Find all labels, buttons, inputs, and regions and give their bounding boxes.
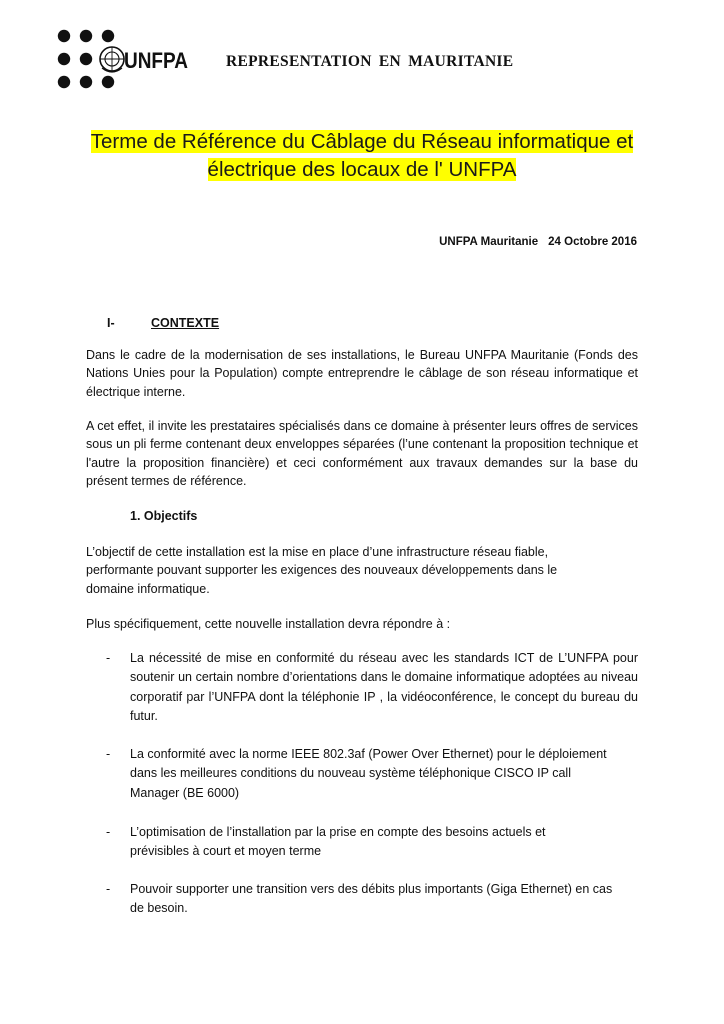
bullet-dash: - bbox=[106, 747, 111, 761]
logo-text: UNFPA bbox=[124, 48, 189, 73]
list-item bbox=[86, 649, 638, 727]
un-emblem-icon bbox=[100, 47, 124, 72]
bullet-text: L’optimisation de l’installation par la prise en compte des besoins actuels et prévisibles à court et moyen terme bbox=[130, 825, 546, 859]
document-title bbox=[40, 128, 684, 184]
list-item bbox=[86, 823, 606, 862]
paragraph-context-2: A cet effet, il invite les prestataires spécialisés dans ce domaine à présenter leurs offres de services sous un pli ferme contenant deux enveloppes séparées (l’une contenant la proposition technique et l'autre la proposition financière) et ceci conformément aux travaux demandes sur la base du présent termes de référence. bbox=[86, 419, 638, 488]
section-number: I- bbox=[107, 316, 115, 330]
paragraph-specifics: Plus spécifiquement, cette nouvelle installation devra répondre à : bbox=[86, 617, 451, 631]
bullet-dash: - bbox=[106, 882, 111, 896]
bullet-text: La conformité avec la norme IEEE 802.3af (Power Over Ethernet) pour le déploiement dans les meilleures conditions du nouveau système téléphonique CISCO IP call Manager (BE 6000) bbox=[130, 747, 607, 800]
bullet-dash: - bbox=[106, 825, 111, 839]
representation-heading: REPRESENTATION EN MAURITANIE bbox=[226, 53, 514, 70]
bullet-dash: - bbox=[106, 651, 111, 665]
list-item bbox=[86, 880, 626, 919]
paragraph-context-1: Dans le cadre de la modernisation de ses installations, le Bureau UNFPA Mauritanie (Fonds des Nations Unies pour la Population) compte entreprendre le câblage de son réseau informatique et électrique interne. bbox=[86, 348, 638, 399]
bullet-text: La nécessité de mise en conformité du réseau avec les standards ICT de L’UNFPA pour soutenir un certain nombre d’orientations dans le domaine informatique adoptées au niveau corporatif par l’UNFPA dont la téléphonie IP , la vidéoconférence, le concept du bureau du futur. bbox=[130, 651, 638, 724]
date-line bbox=[439, 236, 637, 248]
unfpa-logo-mark bbox=[56, 28, 192, 90]
dateline-date: 24 Octobre 2016 bbox=[548, 236, 637, 248]
objectifs-heading: 1. Objectifs bbox=[130, 509, 198, 523]
list-item bbox=[86, 745, 616, 803]
unfpa-logo bbox=[56, 28, 192, 90]
dateline-org: UNFPA Mauritanie bbox=[439, 236, 539, 248]
title-line-1: Terme de Référence du Câblage du Réseau informatique et bbox=[90, 130, 634, 153]
bullet-text: Pouvoir supporter une transition vers des débits plus importants (Giga Ethernet) en cas de besoin. bbox=[130, 882, 613, 916]
paragraph-objective: L’objectif de cette installation est la mise en place d’une infrastructure réseau fiable, performante pouvant supporter les exigences des nouveaux développements dans le domaine informatique. bbox=[86, 545, 558, 596]
section-title: CONTEXTE bbox=[151, 316, 220, 330]
title-line-2: électrique des locaux de l' UNFPA bbox=[207, 158, 517, 181]
